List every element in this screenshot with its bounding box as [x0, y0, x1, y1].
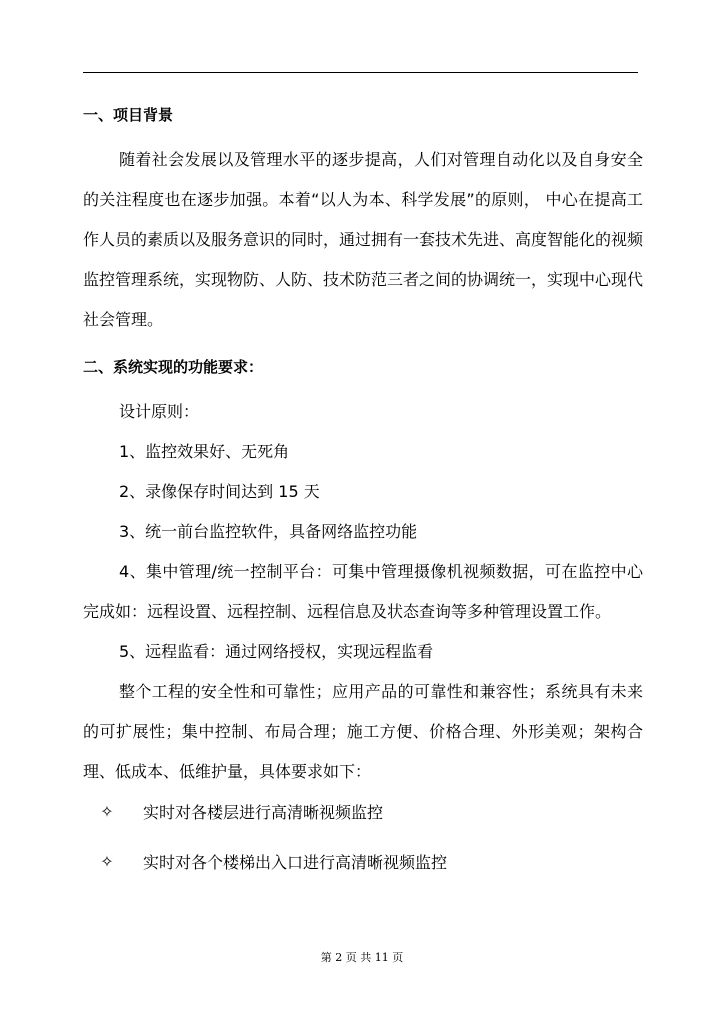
document-body	[83, 100, 643, 880]
background-paragraph: 随着社会发展以及管理水平的逐步提高，人们对管理自动化以及自身安全的关注程度也在逐步加强。本着“以人为本、科学发展”的原则， 中心在提高工作人员的素质以及服务意识的同时，通过拥有一套技术先进、高度智能化的视频监控管理系统，实现物防、人防、技术防范三者之间的协调统一，实现中心现代社会管理。	[83, 150, 644, 329]
bullet-text: 实时对各个楼梯出入口进行高清晰视频监控	[143, 852, 448, 872]
diamond-star-icon: ✧	[100, 851, 114, 871]
page-number-footer: 第 2 页 共 11 页	[320, 951, 404, 964]
section-heading-requirements: 二、系统实现的功能要求：	[83, 358, 264, 376]
principle-item-4: 4、集中管理/统一控制平台：可集中管理摄像机视频数据，可在监控中心完成如：远程设置、远程控制、远程信息及状态查询等多种管理设置工作。	[83, 562, 643, 621]
bullet-item-stairways	[83, 842, 643, 880]
bullet-text: 实时对各楼层进行高清晰视频监控	[143, 802, 384, 822]
principle-item-3: 3、统一前台监控软件，具备网络监控功能	[119, 522, 418, 541]
diamond-star-icon: ✧	[100, 801, 114, 821]
section-heading-background: 一、项目背景	[83, 106, 174, 124]
design-principles-label: 设计原则：	[119, 402, 200, 421]
requirements-summary: 整个工程的安全性和可靠性；应用产品的可靠性和兼容性；系统具有未来的可扩展性；集中控制、布局合理；施工方便、价格合理、外形美观；架构合理、低成本、低维护量，具体要求如下：	[83, 682, 643, 781]
bullet-item-floors	[83, 792, 643, 830]
header-rule	[83, 72, 638, 73]
principle-item-1: 1、监控效果好、无死角	[119, 442, 290, 461]
principle-item-5: 5、远程监看：通过网络授权，实现远程监看	[119, 642, 434, 661]
principle-item-2: 2、录像保存时间达到 15 天	[119, 482, 320, 501]
